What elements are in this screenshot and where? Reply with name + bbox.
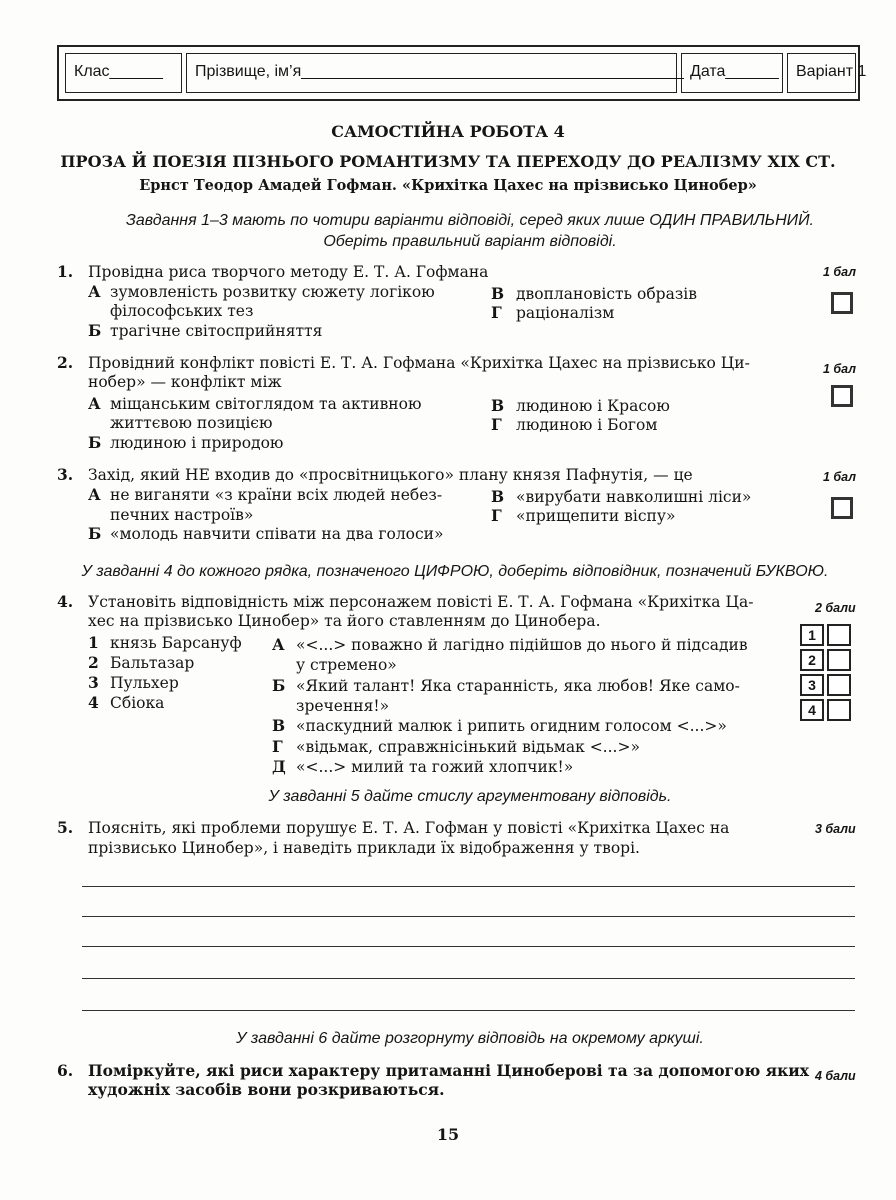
option-text: міщанським світоглядом та активною [110, 395, 422, 413]
points-label: 4 бали [815, 1069, 856, 1083]
question-text: художніх засобів вони розкриваються. [88, 1080, 445, 1099]
question-number: 4. [57, 592, 74, 611]
question-text: нобер» — конфлікт між [88, 373, 282, 391]
question-number: 5. [57, 818, 74, 837]
points-label: 1 бал [823, 470, 857, 484]
option-letter: А [88, 394, 101, 413]
option-letter: Д [272, 757, 286, 776]
character-name: Бальтазар [110, 654, 195, 672]
option-text: зречення!» [296, 697, 390, 715]
instruction-6: У завданні 6 дайте розгорнуту відповідь на окремому аркуші. [236, 1030, 704, 1047]
option-text: людиною і Богом [516, 416, 658, 434]
points-label: 3 бали [815, 822, 856, 836]
answer-line[interactable] [82, 978, 855, 979]
variant-label: Варіант 1 [787, 53, 856, 93]
date-field[interactable]: Дата______ [681, 53, 783, 93]
answer-line[interactable] [82, 946, 855, 947]
points-label: 1 бал [823, 265, 857, 279]
answer-row [800, 699, 854, 723]
points-label: 1 бал [823, 362, 857, 376]
answer-row [800, 649, 854, 673]
option-text: двоплановість образів [516, 285, 697, 303]
instruction-line: Завдання 1–3 мають по чотири варіанти відповіді, серед яких лише ОДИН ПРАВИЛЬНИЙ. [126, 212, 814, 229]
question-text: хес на прізвисько Цинобер» та його ставленням до Цинобера. [88, 612, 601, 630]
subtopic-title: Ернст Теодор Амадей Гофман. «Крихітка Цахес на прізвисько Цинобер» [139, 177, 757, 194]
answer-line[interactable] [82, 916, 855, 917]
answer-line[interactable] [82, 1010, 855, 1011]
character-name: Сбіока [110, 694, 165, 712]
answer-row-number: 1 [800, 624, 824, 646]
option-letter: А [272, 635, 285, 654]
character-number: 2 [88, 653, 99, 672]
option-letter: Б [88, 524, 102, 543]
option-text: людиною і Красою [516, 397, 670, 415]
option-text: печних настроїв» [110, 506, 254, 524]
character-name: Пульхер [110, 674, 179, 692]
page-number: 15 [436, 1125, 460, 1144]
answer-box[interactable] [827, 699, 851, 721]
option-letter: Г [272, 737, 283, 756]
instruction-line: Оберіть правильний варіант відповіді. [323, 233, 617, 250]
question-number: 1. [57, 262, 74, 281]
option-letter: Б [88, 433, 102, 452]
answer-row-number: 4 [800, 699, 824, 721]
class-field[interactable]: Клас______ [65, 53, 182, 93]
option-letter: Б [88, 321, 102, 340]
question-text: Установіть відповідність між персонажем повісті Е. Т. А. Гофмана «Крихітка Ца- [88, 593, 754, 611]
option-letter: В [491, 284, 505, 303]
answer-box[interactable] [827, 624, 851, 646]
question-number: 3. [57, 465, 74, 484]
instruction-5: У завданні 5 дайте стислу аргументовану відповідь. [268, 788, 672, 805]
option-text: «Який талант! Яка старанність, яка любов! Яке само- [296, 677, 740, 695]
option-text: «<...> милий та гожий хлопчик!» [296, 758, 574, 776]
question-text: Поміркуйте, які риси характеру притаманні Циноберові та за допомогою яких [88, 1061, 810, 1080]
work-title: САМОСТІЙНА РОБОТА 4 [331, 122, 565, 141]
option-letter: В [491, 396, 505, 415]
character-name: князь Барсануф [110, 634, 242, 652]
option-text: «прищепити віспу» [516, 507, 676, 525]
option-text: «<...> поважно й лагідно підійшов до нього й підсадив [296, 636, 748, 654]
option-text: людиною і природою [110, 434, 284, 452]
option-letter: В [272, 716, 286, 735]
character-number: 1 [88, 633, 99, 652]
answer-checkbox[interactable] [831, 385, 853, 407]
answer-checkbox[interactable] [831, 292, 853, 314]
question-text: Провідний конфлікт повісті Е. Т. А. Гофмана «Крихітка Цахес на прізвисько Ци- [88, 354, 750, 372]
question-text: Провідна риса творчого методу Е. Т. А. Гофмана [88, 263, 489, 281]
option-text: раціоналізм [516, 304, 615, 322]
option-letter: Г [491, 303, 502, 322]
answer-checkbox[interactable] [831, 497, 853, 519]
instruction-1-3 [60, 210, 880, 252]
option-text: «відьмак, справжнісінький відьмак <...>» [296, 738, 640, 756]
option-text: зумовленість розвитку сюжету логікою [110, 283, 435, 301]
answer-row-number: 3 [800, 674, 824, 696]
question-text: прізвисько Цинобер», і наведіть приклади їх відображення у творі. [88, 839, 640, 857]
answer-row [800, 674, 854, 698]
option-text: «паскудний малюк і рипить огидним голосом <...>» [296, 717, 727, 735]
answer-line[interactable] [82, 886, 855, 887]
name-field[interactable]: Прізвище, ім’я___________________________________________ [186, 53, 677, 93]
answer-box[interactable] [827, 674, 851, 696]
instruction-4: У завданні 4 до кожного рядка, позначеного ЦИФРОЮ, доберіть відповідник, позначений БУКВОЮ. [81, 563, 829, 580]
option-text: не виганяти «з країни всіх людей небез- [110, 486, 443, 504]
option-text: філософських тез [110, 302, 254, 320]
option-letter: В [491, 487, 505, 506]
option-text: «молодь навчити співати на два голоси» [110, 525, 444, 543]
character-number: 4 [88, 693, 99, 712]
answer-row-number: 2 [800, 649, 824, 671]
question-number: 2. [57, 353, 74, 372]
option-text: життєвою позицією [110, 414, 273, 432]
option-letter: А [88, 282, 101, 301]
option-letter: Г [491, 415, 502, 434]
matching-answer-grid [800, 620, 854, 720]
option-text: «вирубати навколишні ліси» [516, 488, 752, 506]
character-number: 3 [88, 673, 99, 692]
topic-title: ПРОЗА Й ПОЕЗІЯ ПІЗНЬОГО РОМАНТИЗМУ ТА ПЕРЕХОДУ ДО РЕАЛІЗМУ XIX СТ. [60, 152, 836, 171]
question-number: 6. [57, 1061, 74, 1080]
points-label: 2 бали [815, 601, 856, 615]
option-letter: Г [491, 506, 502, 525]
student-info-header [57, 45, 867, 101]
question-text: Поясніть, які проблеми порушує Е. Т. А. Гофман у повісті «Крихітка Цахес на [88, 819, 730, 837]
option-letter: А [88, 485, 101, 504]
answer-box[interactable] [827, 649, 851, 671]
option-text: трагічне світосприйняття [110, 322, 323, 340]
question-text: Захід, який НЕ входив до «просвітницького» плану князя Пафнутія, — це [88, 466, 693, 484]
option-text: у стремено» [296, 656, 397, 674]
answer-row [800, 624, 854, 648]
option-letter: Б [272, 676, 286, 695]
